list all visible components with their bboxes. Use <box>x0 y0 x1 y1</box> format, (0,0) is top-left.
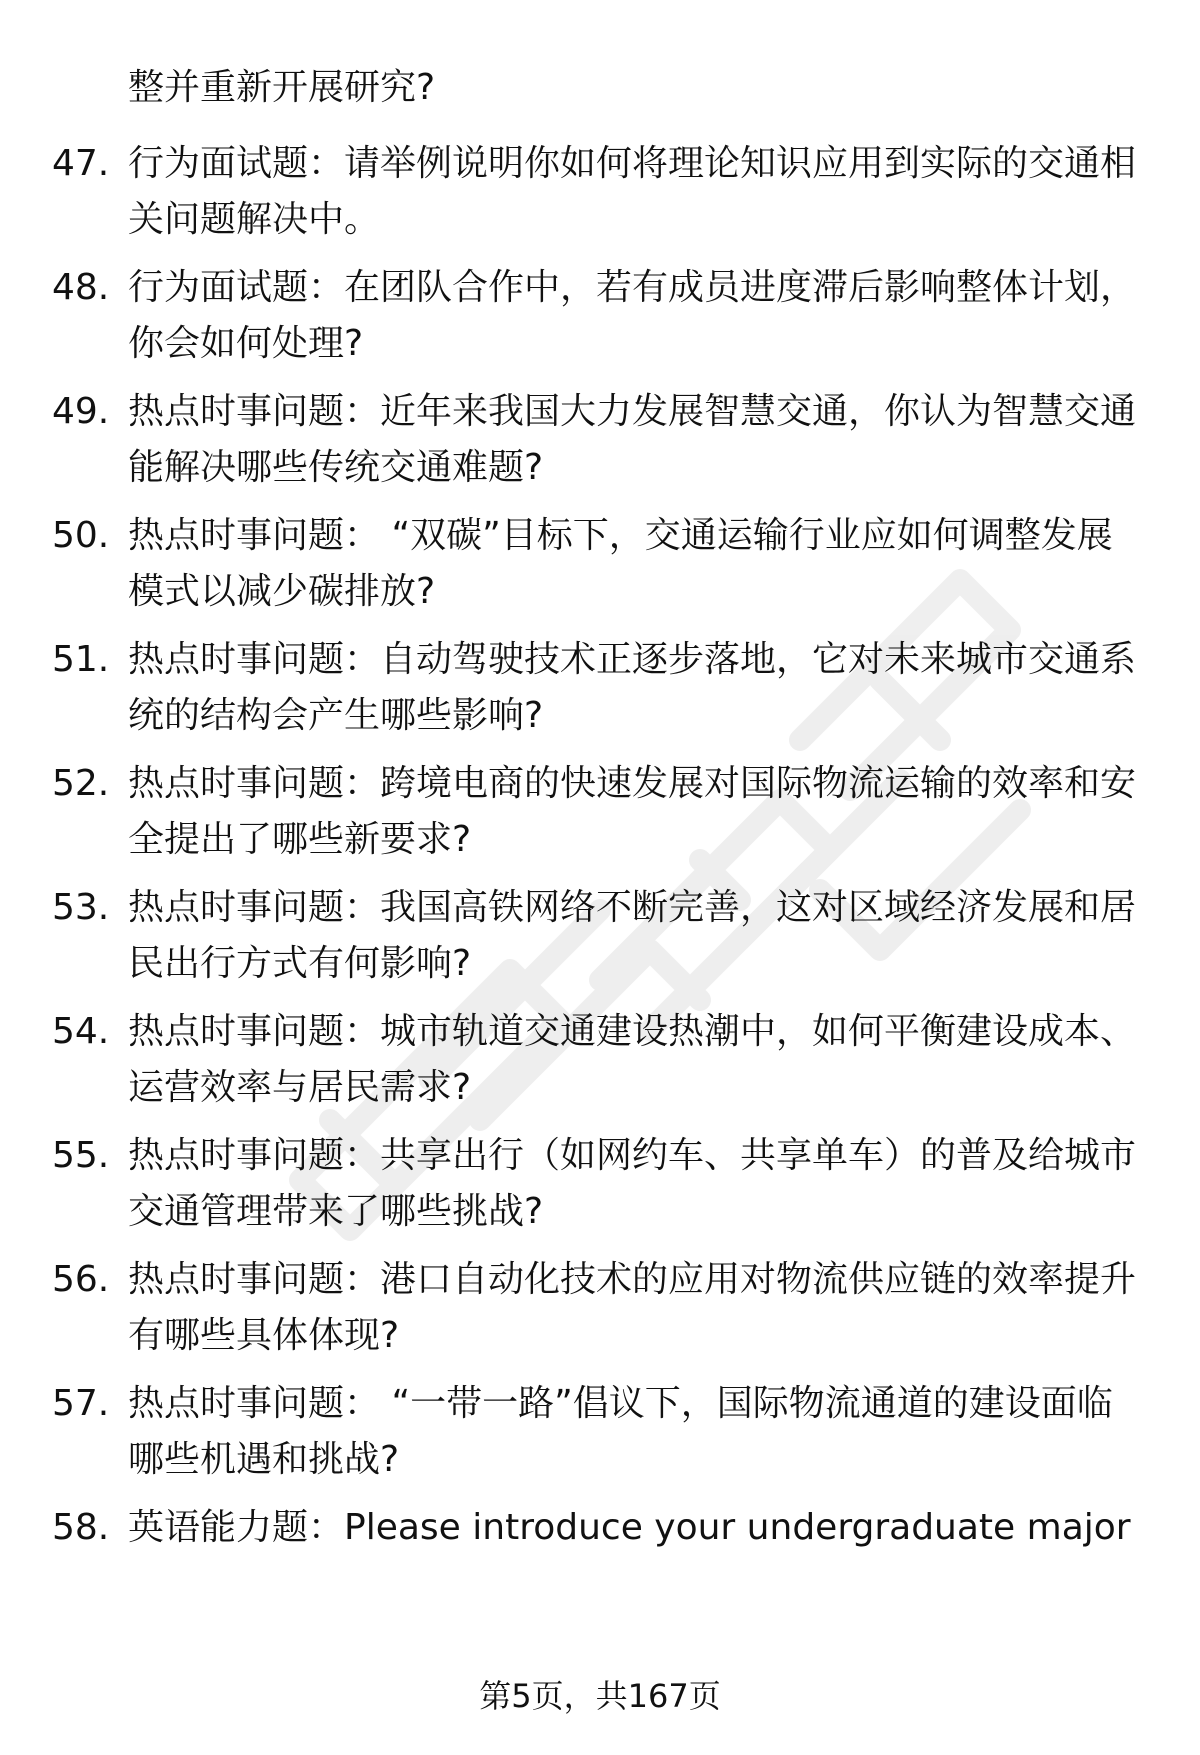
question-line: 热点时事问题： “一带一路”倡议下，国际物流通道的建设面临 <box>128 1383 1113 1424</box>
question-line: 热点时事问题： “双碳”目标下，交通运输行业应如何调整发展 <box>128 515 1113 556</box>
question-line: 行为面试题：在团队合作中，若有成员进度滞后影响整体计划， <box>128 267 1137 308</box>
question-line: 交通管理带来了哪些挑战? <box>128 1191 544 1232</box>
question-number: 57. <box>52 1383 110 1424</box>
question-line: 热点时事问题：港口自动化技术的应用对物流供应链的效率提升 <box>128 1259 1137 1300</box>
question-number: 48. <box>52 267 110 308</box>
question-text <box>128 384 1143 496</box>
question-number: 49. <box>52 391 110 432</box>
continuation-text: 整并重新开展研究? <box>128 67 436 108</box>
question-text <box>128 880 1143 992</box>
question-line: 热点时事问题：共享出行（如网约车、共享单车）的普及给城市 <box>128 1135 1137 1176</box>
question-text <box>128 1128 1143 1240</box>
question-line: 行为面试题：请举例说明你如何将理论知识应用到实际的交通相 <box>128 143 1137 184</box>
question-number: 54. <box>52 1011 110 1052</box>
question-text <box>128 508 1143 620</box>
question-text <box>128 1500 1143 1556</box>
question-line: 热点时事问题：城市轨道交通建设热潮中，如何平衡建设成本、 <box>128 1011 1137 1052</box>
question-text <box>128 1252 1143 1364</box>
question-line: 模式以减少碳排放? <box>128 571 436 612</box>
question-line: 你会如何处理? <box>128 323 364 364</box>
question-line: 热点时事问题：跨境电商的快速发展对国际物流运输的效率和安 <box>128 763 1137 804</box>
question-number: 52. <box>52 763 110 804</box>
question-line: 热点时事问题：我国高铁网络不断完善，这对区域经济发展和居 <box>128 887 1137 928</box>
question-line: 民出行方式有何影响? <box>128 943 472 984</box>
question-text <box>128 632 1143 744</box>
question-line: 全提出了哪些新要求? <box>128 819 472 860</box>
question-line: 英语能力题：Please introduce your undergraduate major <box>128 1507 1131 1548</box>
question-number: 56. <box>52 1259 110 1300</box>
question-line: 能解决哪些传统交通难题? <box>128 447 544 488</box>
question-line: 哪些机遇和挑战? <box>128 1439 400 1480</box>
question-line: 热点时事问题：近年来我国大力发展智慧交通，你认为智慧交通 <box>128 391 1137 432</box>
question-text <box>128 260 1143 372</box>
question-line: 关问题解决中。 <box>128 199 381 240</box>
question-number: 55. <box>52 1135 110 1176</box>
question-number: 58. <box>52 1507 110 1548</box>
question-line: 运营效率与居民需求? <box>128 1067 472 1108</box>
question-number: 47. <box>52 143 110 184</box>
question-number: 53. <box>52 887 110 928</box>
question-line: 热点时事问题：自动驾驶技术正逐步落地，它对未来城市交通系 <box>128 639 1137 680</box>
question-line: 统的结构会产生哪些影响? <box>128 695 544 736</box>
question-text <box>128 136 1143 248</box>
question-line: 有哪些具体体现? <box>128 1315 400 1356</box>
question-number: 51. <box>52 639 110 680</box>
question-text <box>128 1004 1143 1116</box>
page-footer: 第5页，共167页 <box>479 1677 721 1715</box>
question-text <box>128 1376 1143 1488</box>
question-text <box>128 756 1143 868</box>
question-number: 50. <box>52 515 110 556</box>
